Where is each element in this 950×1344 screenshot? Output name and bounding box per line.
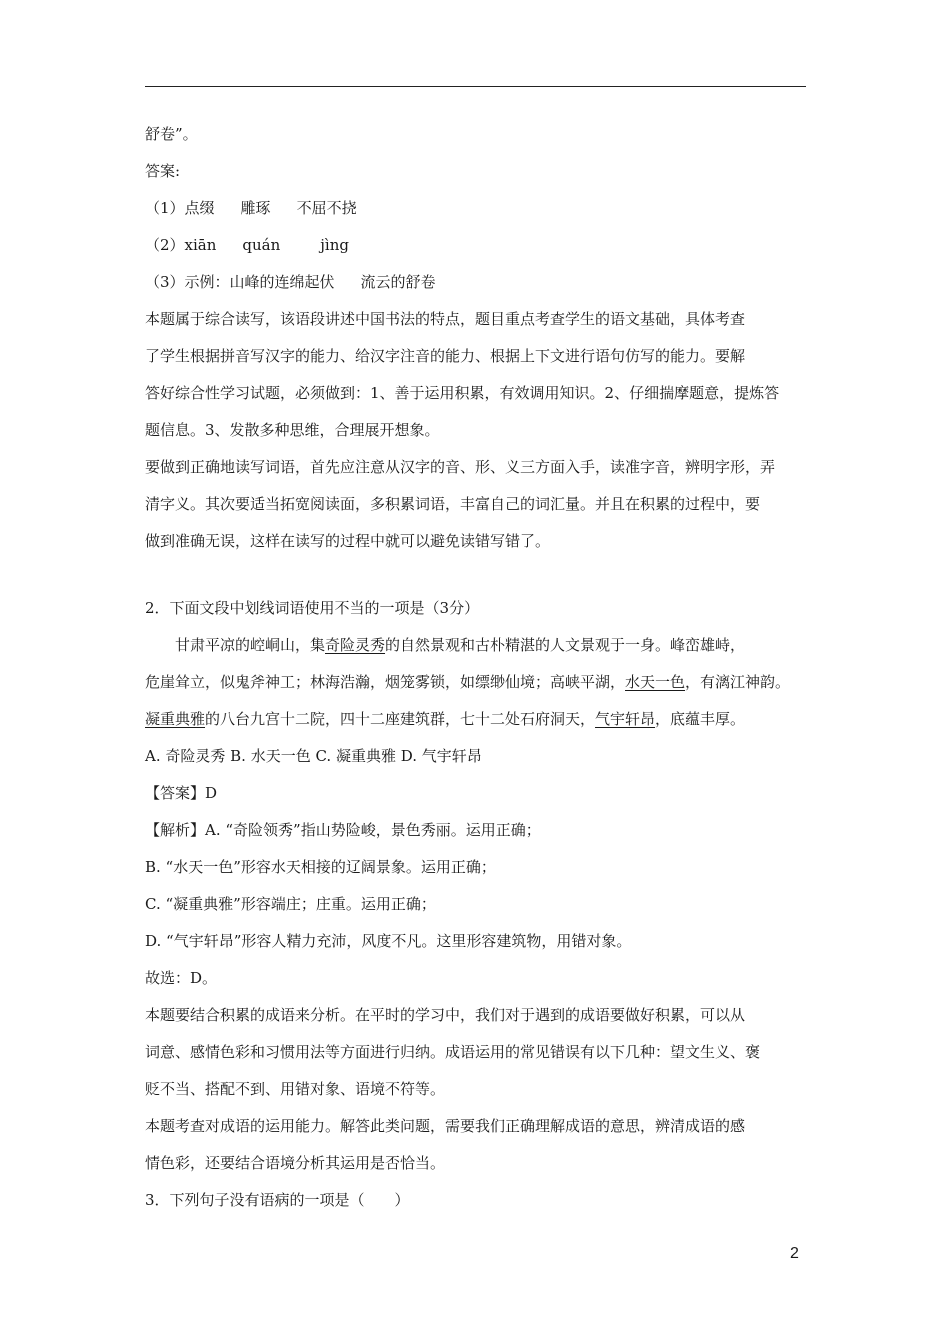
q2-analysis-line: D. “气宇轩昂”形容人精力充沛，风度不凡。这里形容建筑物，用错对象。: [145, 932, 632, 950]
q2-note-line: 本题要结合积累的成语来分析。在平时的学习中，我们对于遇到的成语要做好积累，可以从: [145, 1006, 746, 1024]
explanation-line: 题信息。3、发散多种思维，合理展开想象。: [145, 421, 440, 439]
q2-note-line: 词意、感情色彩和习惯用法等方面进行归纳。成语运用的常见错误有以下几种：望文生义、褒: [145, 1043, 761, 1061]
underlined-term: 奇险灵秀: [325, 636, 386, 654]
q2-passage-line: 危崖耸立，似鬼斧神工；林海浩瀚，烟笼雾锁，如缥缈仙境；高峡平湖，水天一色，有漓江神韵。: [145, 673, 791, 691]
q2-analysis-line: B. “水天一色”形容水天相接的辽阔景象。运用正确；: [145, 858, 496, 876]
q3-stem: 3．下列句子没有语病的一项是（ ）: [145, 1191, 410, 1209]
q2-analysis-line: C. “凝重典雅”形容端庄；庄重。运用正确；: [145, 895, 436, 913]
explanation-line: 本题属于综合读写，该语段讲述中国书法的特点，题目重点考查学生的语文基础，具体考查: [145, 310, 746, 328]
explanation-line: 要做到正确地读写词语，首先应注意从汉字的音、形、义三方面入手，读准字音，辨明字形，弄: [145, 458, 776, 476]
answer-label: 答案:: [145, 162, 181, 180]
q2-options: A. 奇险灵秀 B. 水天一色 C. 凝重典雅 D. 气宇轩昂: [145, 747, 482, 765]
q2-answer: 【答案】D: [145, 784, 218, 802]
q2-passage-line: 甘肃平凉的崆峒山，集奇险灵秀的自然景观和古朴精湛的人文景观于一身。峰峦雄峙，: [175, 636, 746, 654]
explanation-line: 做到准确无误，这样在读写的过程中就可以避免读错写错了。: [145, 532, 551, 550]
q2-note-line: 情色彩，还要结合语境分析其运用是否恰当。: [145, 1154, 446, 1172]
underlined-term: 水天一色: [625, 673, 686, 691]
explanation-line: 了学生根据拼音写汉字的能力、给汉字注音的能力、根据上下文进行语句仿写的能力。要解: [145, 347, 746, 365]
q2-stem: 2．下面文段中划线词语使用不当的一项是（3分）: [145, 599, 480, 617]
q2-note-line: 本题考查对成语的运用能力。解答此类问题，需要我们正确理解成语的意思，辨清成语的感: [145, 1117, 746, 1135]
page-number: 2: [790, 1245, 799, 1262]
answer-2: （2）xiān quán jìng: [145, 236, 349, 254]
page-content: [145, 116, 810, 1219]
answer-3: （3）示例：山峰的连绵起伏 流云的舒卷: [145, 273, 436, 291]
answer-1: （1）点缀 雕琢 不屈不挠: [145, 199, 357, 217]
underlined-term: 凝重典雅: [145, 710, 206, 728]
explanation-line: 答好综合性学习试题，必须做到：1、善于运用积累，有效调用知识。2、仔细揣摩题意，提炼答: [145, 384, 780, 402]
q2-passage-line: 凝重典雅的八台九宫十二院，四十二座建筑群，七十二处石府洞天，气宇轩昂，底蕴丰厚。: [145, 710, 746, 728]
header-rule: [145, 86, 806, 87]
underlined-term: 气宇轩昂: [595, 710, 656, 728]
q2-note-line: 贬不当、搭配不到、用错对象、语境不符等。: [145, 1080, 446, 1098]
prev-tail: 舒卷”。: [145, 125, 198, 143]
q2-analysis-line: 故选：D。: [145, 969, 218, 987]
q2-analysis-line: 【解析】A. “奇险领秀”指山势险峻，景色秀丽。运用正确；: [145, 821, 541, 839]
explanation-line: 清字义。其次要适当拓宽阅读面，多积累词语，丰富自己的词汇量。并且在积累的过程中，要: [145, 495, 761, 513]
